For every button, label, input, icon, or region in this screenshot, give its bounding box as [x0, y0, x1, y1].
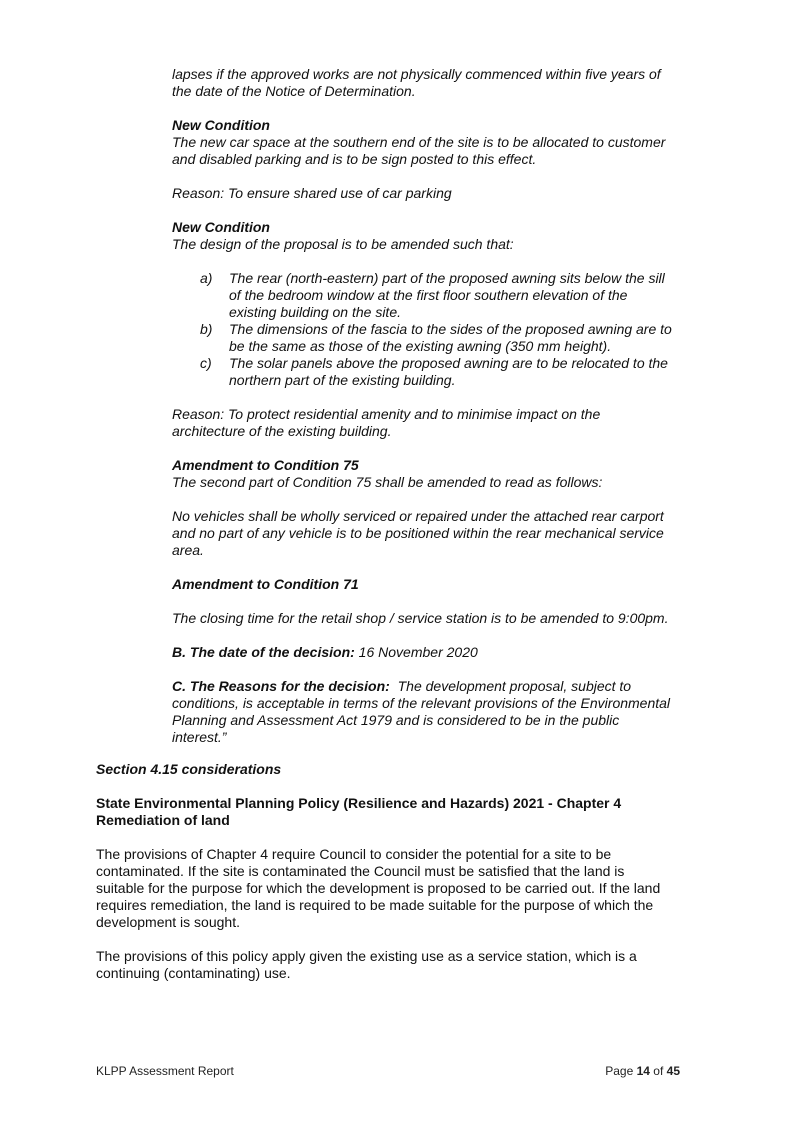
policy-heading: Remediation of land — [96, 812, 230, 828]
main-body — [96, 761, 716, 982]
policy-heading: State Environmental Planning Policy (Resilience and Hazards) 2021 - Chapter 4 — [96, 795, 622, 811]
list-item-line: The rear (north-eastern) part of the proposed awning sits below the sill — [229, 270, 665, 286]
list-item-line: existing building on the site. — [229, 304, 401, 320]
page-total: 45 — [666, 1064, 680, 1078]
new-condition-heading: New Condition — [172, 219, 270, 235]
decision-reasons-text: Planning and Assessment Act 1979 and is considered to be in the public — [172, 712, 620, 728]
decision-date-label: B. The date of the decision: — [172, 644, 355, 660]
decision-reasons-text: The development proposal, subject to — [389, 678, 632, 694]
list-item-line: of the bedroom window at the first floor southern elevation of the — [229, 287, 628, 303]
decision-reasons-text: interest.” — [172, 729, 227, 745]
amendment-text: The closing time for the retail shop / service station is to be amended to 9:00pm. — [172, 610, 669, 626]
list-marker: a) — [200, 270, 213, 286]
amendment-text: The second part of Condition 75 shall be amended to read as follows: — [172, 474, 603, 490]
list-marker: b) — [200, 321, 213, 337]
body-paragraph-line: requires remediation, the land is required to be made suitable for the purpose of which the — [96, 897, 654, 913]
list-item — [172, 355, 712, 389]
page-of: of — [649, 1064, 667, 1078]
amendment-quote: area. — [172, 542, 204, 558]
body-paragraph-line: The provisions of Chapter 4 require Council to consider the potential for a site to be — [96, 846, 612, 862]
page-prefix: Page — [605, 1064, 637, 1078]
list-item-line: northern part of the existing building. — [229, 372, 456, 388]
list-item-line: The solar panels above the proposed awning are to be relocated to the — [229, 355, 668, 371]
list-item — [172, 270, 712, 321]
amendment-75-heading: Amendment to Condition 75 — [172, 457, 359, 473]
section-heading: Section 4.15 considerations — [96, 761, 282, 777]
body-paragraph-line: suitable for the purpose for which the development is proposed to be carried out. If the land — [96, 880, 661, 896]
list-marker: c) — [200, 355, 212, 371]
amendment-quote: No vehicles shall be wholly serviced or repaired under the attached rear carport — [172, 508, 664, 524]
body-paragraph-line: The provisions of this policy apply given the existing use as a service station, which is a — [96, 948, 637, 964]
intro-line: lapses if the approved works are not physically commenced within five years of — [172, 66, 661, 82]
list-item — [172, 321, 712, 355]
condition-text: and disabled parking and is to be sign posted to this effect. — [172, 151, 537, 167]
decision-reasons-text: conditions, is acceptable in terms of the relevant provisions of the Environmental — [172, 695, 671, 711]
body-paragraph-line: contaminated. If the site is contaminated the Council must be satisfied that the land is — [96, 863, 625, 879]
condition-text: The new car space at the southern end of the site is to be allocated to customer — [172, 134, 666, 150]
body-paragraph-line: development is sought. — [96, 914, 240, 930]
amendment-list — [172, 270, 712, 389]
body-paragraph-line: continuing (contaminating) use. — [96, 965, 291, 981]
condition-reason: Reason: To ensure shared use of car parking — [172, 185, 452, 201]
intro-line: the date of the Notice of Determination. — [172, 83, 416, 99]
page-number: 14 — [636, 1064, 650, 1078]
decision-date — [172, 644, 712, 661]
amendment-71-heading: Amendment to Condition 71 — [172, 576, 359, 592]
decision-date-value: 16 November 2020 — [354, 644, 478, 660]
decision-reasons — [172, 678, 712, 695]
report-name: KLPP Assessment Report — [96, 1064, 234, 1078]
list-item-line: be the same as those of the existing awning (350 mm height). — [229, 338, 612, 354]
conditions-block — [172, 66, 712, 746]
condition-reason: architecture of the existing building. — [172, 423, 392, 439]
page-indicator — [605, 1064, 680, 1078]
condition-reason: Reason: To protect residential amenity and to minimise impact on the — [172, 406, 601, 422]
decision-reasons-label: C. The Reasons for the decision: — [172, 678, 390, 694]
list-item-line: The dimensions of the fascia to the sides of the proposed awning are to — [229, 321, 672, 337]
amendment-quote: and no part of any vehicle is to be positioned within the rear mechanical service — [172, 525, 664, 541]
new-condition-heading: New Condition — [172, 117, 270, 133]
condition-text: The design of the proposal is to be amended such that: — [172, 236, 514, 252]
